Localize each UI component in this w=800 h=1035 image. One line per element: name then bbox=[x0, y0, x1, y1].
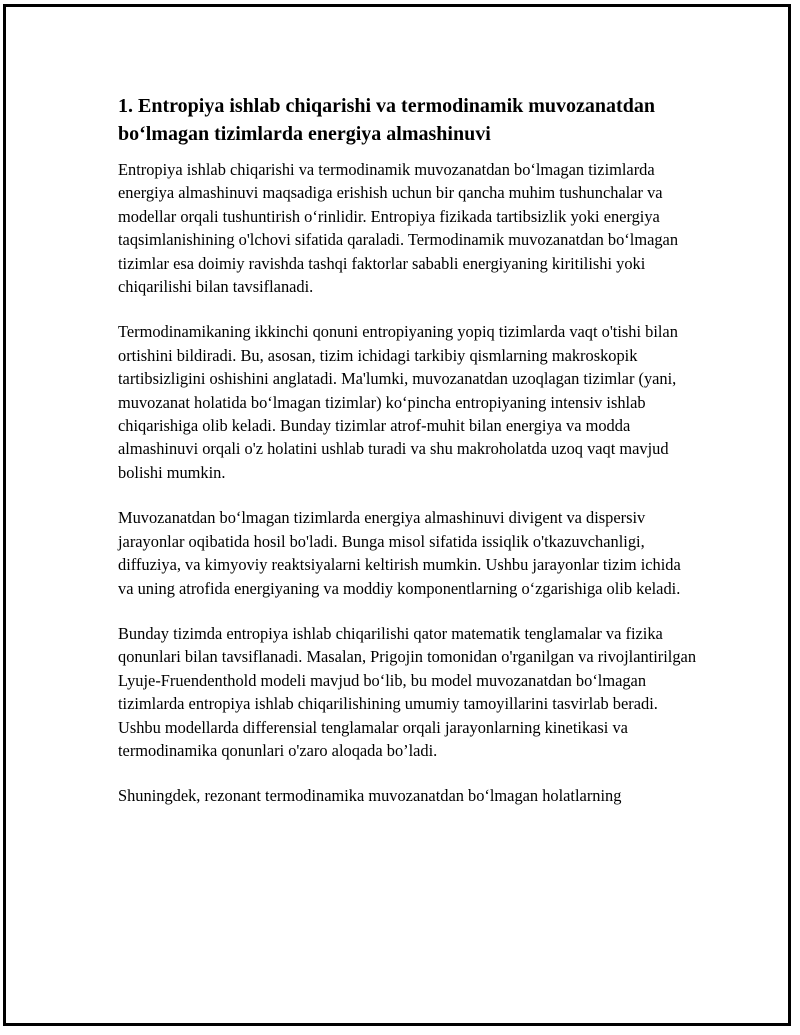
paragraph-entropy-intro: Entropiya ishlab chiqarishi va termodinamik muvozanatdan bo‘lmagan tizimlarda energiya almashinuvi maqsadiga erishish uchun bir qancha muhim tushunchalar va modellar orqali tushuntirish o‘rinlidir. Entropiya fizikada tartibsizlik yoki energiya taqsimlanishining o'lchovi sifatida qaraladi. Termodinamik muvozanatdan bo‘lmagan tizimlar esa doimiy ravishda tashqi faktorlar sababli energiyaning kiritilishi yoki chiqarilishi bilan tavsiflanadi. bbox=[118, 160, 679, 297]
paragraph-mathematical-models: Bunday tizimda entropiya ishlab chiqarilishi qator matematik tenglamalar va fizika qonunlari bilan tavsiflanadi. Masalan, Prigojin tomonidan o'rganilgan va rivojlantirilgan Lyuje-Fruendenthold modeli mavjud bo‘lib, bu model muvozanatdan bo‘lmagan tizimlarda entropiya ishlab chiqarilishining umumiy tamoyillarini tasvirlab beradi. Ushbu modellarda differensial tenglamalar orqali jarayonlarning kinetikasi va termodinamika qonunlari o'zaro aloqada bo’ladi. bbox=[118, 623, 697, 760]
paragraph-second-law: Termodinamikaning ikkinchi qonuni entropiyaning yopiq tizimlarda vaqt o'tishi bilan ortishini bildiradi. Bu, asosan, tizim ichidagi tarkibiy qismlarning makroskopik tartibsizligini oshishini anglatadi. Ma'lumki, muvozanatdan uzoqlagan tizimlar (yani, muvozanat holatida bo‘lmagan tizimlar) ko‘pincha entropiyaning intensiv ishlab chiqarishiga olib keladi. Bunday tizimlar atrof-muhit bilan energiya va modda almashinuvi orqali o'z holatini ushlab turadi va shu makroholatda uzoq vaqt mavjud bolishi mumkin. bbox=[118, 322, 678, 482]
section-heading: 1. Entropiya ishlab chiqarishi va termodinamik muvozanatdan bo‘lmagan tizimlarda energiya almashinuvi bbox=[118, 95, 655, 145]
paragraph-resonant-thermodynamics: Shuningdek, rezonant termodinamika muvozanatdan bo‘lmagan holatlarning bbox=[118, 786, 622, 806]
paragraph-energy-exchange: Muvozanatdan bo‘lmagan tizimlarda energiya almashinuvi divigent va dispersiv jarayonlar oqibatida hosil bo'ladi. Bunga misol sifatida issiqlik o'tkazuvchanligi, diffuziya, va kimyoviy reaktsiyalarni keltirish mumkin. Ushbu jarayonlar tizim ichida va uning atrofida energiyaning va moddiy komponentlarning o‘zgarishiga olib keladi. bbox=[118, 508, 681, 598]
document-body bbox=[118, 92, 698, 830]
